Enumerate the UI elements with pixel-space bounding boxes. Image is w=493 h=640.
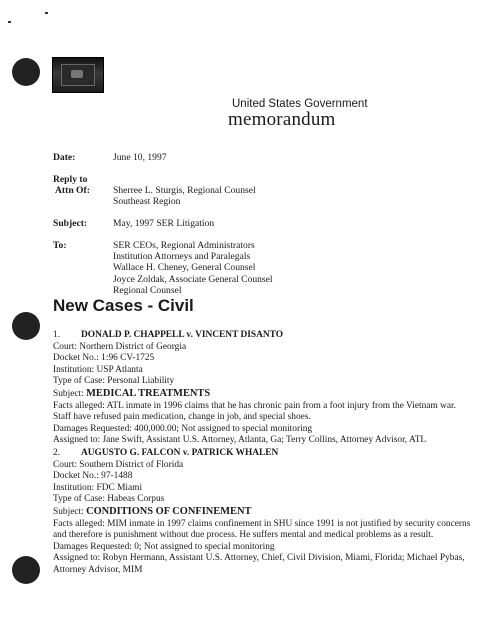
case-heading [53,330,473,342]
to-line: Regional Counsel [113,284,182,296]
case-court: Court: Northern District of Georgia [53,341,187,352]
case-entry [53,330,473,447]
case-number: 2. [53,448,61,458]
memorandum-title: memorandum [228,109,336,130]
case-assigned: Assigned to: Jane Swift, Assistant U.S. Attorney, Atlanta, Ga; Terry Collins, Attorney Advisor, ATL [53,435,427,446]
date-value: June 10, 1997 [113,152,167,163]
case-facts: Facts alleged: ATL inmate in 1996 claims that he has chronic pain from a foot injury from the Vietnam war. Staff have refused pain medication, change in job, and special shoes. [53,400,456,423]
case-entry [53,448,473,577]
case-court: Court: Southern District of Florida [53,459,184,470]
reply-to-block [113,185,256,207]
case-docket: Docket No.: 97-1488 [53,471,133,482]
to-block [113,240,273,296]
punch-hole-bottom [12,556,40,584]
case-damages: Damages Requested: 400,000.00; Not assigned to special monitoring [53,423,313,434]
to-line: Wallace H. Cheney, General Counsel [113,262,256,274]
section-heading: New Cases - Civil [53,296,194,315]
government-seal-logo [52,57,104,93]
case-subject-value: MEDICAL TREATMENTS [86,387,211,399]
subject-label: Subject: [53,218,88,229]
punch-hole-top [12,58,40,86]
scan-speck [8,21,11,23]
case-facts: Facts alleged: MIM inmate in 1997 claims confinement in SHU since 1991 is not justified by security concerns and therefore is punishment without due process. He suffers mental and medical problems as a result. [53,518,471,541]
scan-speck [45,12,48,14]
case-docket: Docket No.: 1:96 CV-1725 [53,353,155,364]
case-institution: Institution: USP Atlanta [53,364,143,375]
subject-value: May, 1997 SER Litigation [113,218,215,229]
reply-to-label: Reply to [53,174,88,185]
government-header: United States Government [232,98,368,110]
date-label: Date: [53,152,76,163]
case-type: Type of Case: Habeas Corpus [53,494,165,505]
punch-hole-middle [12,312,40,340]
to-line: Institution Attorneys and Paralegals [113,251,251,263]
attn-of-label: Attn Of: [55,185,90,196]
case-subject-value: CONDITIONS OF CONFINEMENT [86,505,252,517]
case-title: AUGUSTO G. FALCON v. PATRICK WHALEN [81,448,279,458]
case-title: DONALD P. CHAPPELL v. VINCENT DISANTO [81,330,284,340]
reply-to-line: Southeast Region [113,196,181,208]
case-heading [53,448,473,460]
to-line: Joyce Zoldak, Associate General Counsel [113,273,273,285]
case-subject-prefix: Subject: [53,388,87,399]
case-subject-prefix: Subject: [53,506,87,517]
case-number: 1. [53,330,61,340]
to-line: SER CEOs, Regional Administrators [113,240,255,251]
case-type: Type of Case: Personal Liability [53,376,175,387]
to-label: To: [53,240,67,251]
case-subject [53,506,473,519]
case-damages: Damages Requested: 0; Not assigned to special monitoring [53,541,275,552]
reply-to-line: Sherree L. Sturgis, Regional Counsel [113,185,256,196]
case-assigned: Assigned to: Robyn Hermann, Assistant U.S. Attorney, Chief, Civil Division, Miami, Florida; Michael Pybas, Attorney Advisor, MIM [53,553,465,575]
case-subject [53,388,473,401]
case-institution: Institution: FDC Miami [53,482,143,493]
